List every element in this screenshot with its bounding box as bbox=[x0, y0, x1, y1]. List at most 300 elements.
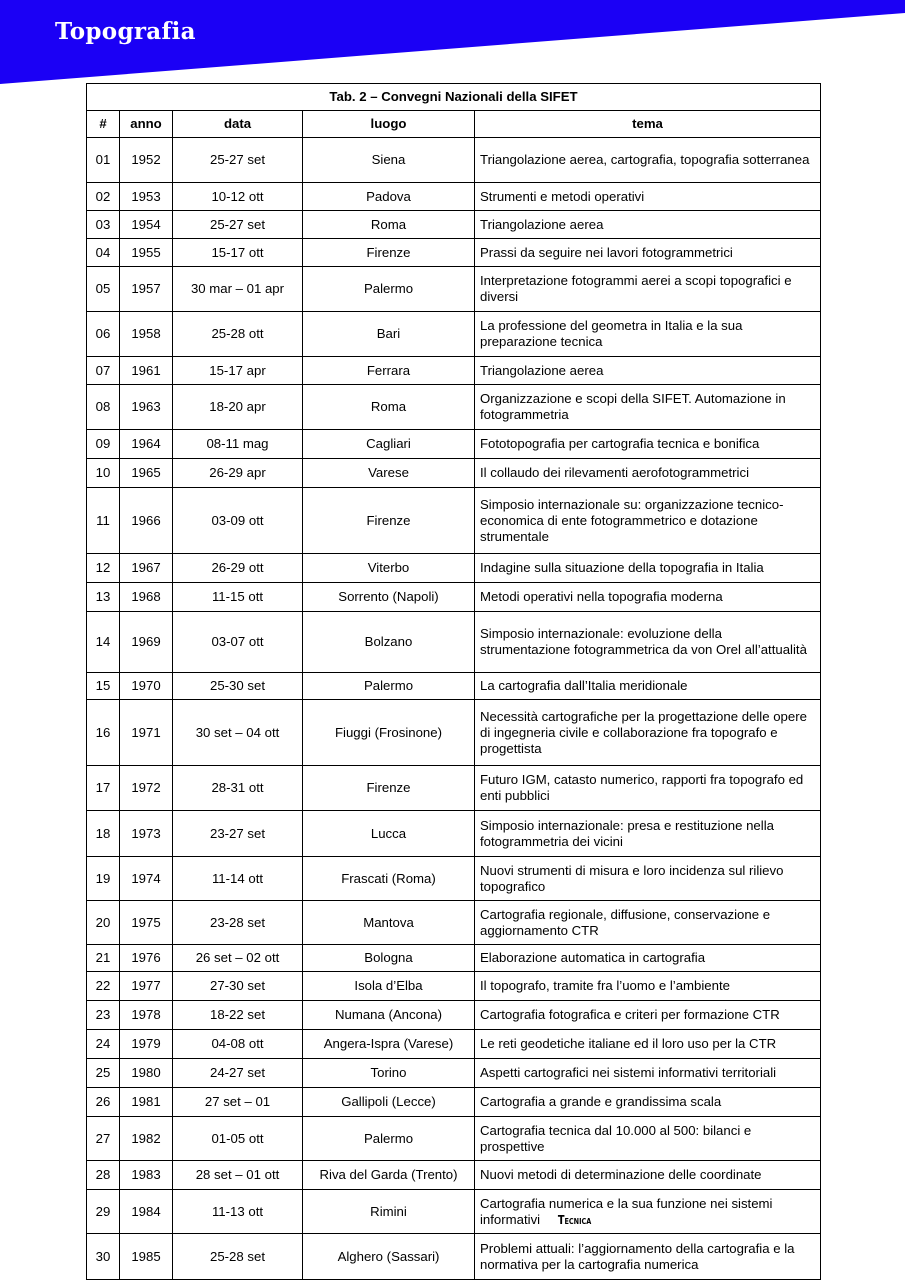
cell-data-text: 24-27 set bbox=[210, 1065, 265, 1080]
cell-luogo-text: Firenze bbox=[366, 512, 411, 528]
cell-luogo-text: Padova bbox=[366, 188, 411, 204]
cell-luogo bbox=[303, 673, 475, 700]
cell-data-text: 18-20 apr bbox=[209, 399, 266, 414]
cell-luogo bbox=[303, 901, 475, 945]
cell-tema bbox=[475, 612, 821, 673]
table-row bbox=[87, 766, 821, 811]
cell-number bbox=[87, 312, 120, 357]
cell-luogo bbox=[303, 183, 475, 211]
cell-data-text: 15-17 apr bbox=[209, 362, 266, 378]
cell-anno bbox=[120, 700, 173, 766]
cell-number bbox=[87, 673, 120, 700]
table-row bbox=[87, 901, 821, 945]
cell-anno bbox=[120, 1161, 173, 1190]
cell-luogo bbox=[303, 357, 475, 385]
cell-number bbox=[87, 583, 120, 612]
cell-anno bbox=[120, 1030, 173, 1059]
cell-anno-text: 1970 bbox=[131, 678, 161, 693]
col-header-anno: anno bbox=[120, 111, 173, 138]
cell-data-text: 25-27 set bbox=[210, 152, 265, 167]
conventions-table bbox=[86, 83, 821, 1280]
cell-data bbox=[173, 1161, 303, 1190]
brand-title: Topografia bbox=[55, 18, 196, 45]
cell-anno-text: 1978 bbox=[131, 1007, 161, 1022]
cell-anno-text: 1953 bbox=[131, 188, 161, 204]
cell-data-text: 25-28 set bbox=[210, 1248, 265, 1264]
cell-data bbox=[173, 267, 303, 312]
cell-data bbox=[173, 1001, 303, 1030]
cell-tema-text: Simposio internazionale: presa e restituzione nella fotogrammetria dei vicini bbox=[480, 817, 774, 849]
cell-anno bbox=[120, 766, 173, 811]
col-header-luogo: luogo bbox=[303, 111, 475, 138]
cell-data bbox=[173, 945, 303, 972]
cell-number-text: 20 bbox=[95, 914, 111, 930]
cell-tema bbox=[475, 1234, 821, 1280]
cell-anno bbox=[120, 1001, 173, 1030]
cell-tema-text: Strumenti e metodi operativi bbox=[480, 188, 645, 204]
cell-anno bbox=[120, 385, 173, 430]
cell-luogo bbox=[303, 267, 475, 312]
cell-number bbox=[87, 945, 120, 972]
cell-data bbox=[173, 972, 303, 1001]
cell-tema bbox=[475, 459, 821, 488]
cell-luogo-text: Bolzano bbox=[364, 634, 413, 649]
cell-number bbox=[87, 183, 120, 211]
cell-tema bbox=[475, 945, 821, 972]
table-row bbox=[87, 1001, 821, 1030]
cell-luogo bbox=[303, 972, 475, 1001]
cell-tema-text: Problemi attuali: l’aggiornamento della cartografia e la normativa per la cartografia numerica bbox=[480, 1240, 795, 1272]
cell-anno bbox=[120, 673, 173, 700]
cell-number bbox=[87, 430, 120, 459]
cell-data-text: 28 set – 01 ott bbox=[195, 1167, 280, 1182]
cell-data-text: 15-17 ott bbox=[211, 244, 264, 260]
cell-luogo-text: Lucca bbox=[370, 825, 407, 841]
cell-data-text: 27-30 set bbox=[210, 978, 265, 993]
cell-luogo-text: Firenze bbox=[366, 244, 411, 260]
cell-tema-text: Il topografo, tramite fra l’uomo e l’ambiente bbox=[480, 978, 730, 993]
col-header-tema: tema bbox=[475, 111, 821, 138]
cell-anno-text: 1958 bbox=[131, 326, 161, 341]
cell-anno-text: 1968 bbox=[131, 589, 161, 604]
cell-luogo bbox=[303, 554, 475, 583]
cell-anno-text: 1954 bbox=[131, 216, 161, 232]
cell-data-text: 01-05 ott bbox=[211, 1130, 264, 1146]
cell-luogo-text: Ferrara bbox=[366, 362, 411, 378]
cell-tema-text: Organizzazione e scopi della SIFET. Automazione in fotogrammetria bbox=[480, 391, 786, 422]
cell-luogo bbox=[303, 459, 475, 488]
cell-luogo-text: Torino bbox=[370, 1065, 407, 1080]
cell-number-text: 26 bbox=[95, 1094, 111, 1109]
cell-data bbox=[173, 430, 303, 459]
cell-data-text: 23-28 set bbox=[210, 914, 265, 930]
cell-anno bbox=[120, 945, 173, 972]
cell-anno-text: 1974 bbox=[131, 870, 161, 886]
cell-luogo-text: Siena bbox=[371, 152, 406, 167]
cell-luogo-text: Bologna bbox=[364, 950, 413, 965]
cell-data bbox=[173, 554, 303, 583]
cell-luogo-text: Cagliari bbox=[366, 436, 411, 451]
cell-anno-text: 1980 bbox=[131, 1065, 161, 1080]
cell-tema bbox=[475, 312, 821, 357]
table-row bbox=[87, 1088, 821, 1117]
cell-number bbox=[87, 1190, 120, 1234]
table-row bbox=[87, 554, 821, 583]
cell-anno-text: 1961 bbox=[131, 362, 161, 378]
cell-data bbox=[173, 1088, 303, 1117]
cell-anno bbox=[120, 554, 173, 583]
table-row bbox=[87, 857, 821, 901]
cell-tema bbox=[475, 267, 821, 312]
cell-number bbox=[87, 1030, 120, 1059]
cell-tema bbox=[475, 1088, 821, 1117]
table-row bbox=[87, 267, 821, 312]
table-caption: Tab. 2 – Convegni Nazionali della SIFET bbox=[87, 84, 821, 111]
cell-anno bbox=[120, 1190, 173, 1234]
cell-luogo bbox=[303, 1030, 475, 1059]
cell-anno-text: 1973 bbox=[131, 825, 161, 841]
cell-tema-text: Cartografia fotografica e criteri per formazione CTR bbox=[480, 1007, 780, 1022]
cell-tema bbox=[475, 488, 821, 554]
cell-luogo bbox=[303, 430, 475, 459]
cell-number bbox=[87, 901, 120, 945]
cell-luogo bbox=[303, 1190, 475, 1234]
cell-tema bbox=[475, 1030, 821, 1059]
cell-anno-text: 1981 bbox=[131, 1094, 161, 1109]
cell-tema-text: Cartografia tecnica dal 10.000 al 500: bilanci e prospettive bbox=[480, 1122, 752, 1154]
cell-anno-text: 1979 bbox=[131, 1036, 161, 1051]
cell-luogo-text: Riva del Garda (Trento) bbox=[319, 1167, 458, 1182]
cell-number-text: 14 bbox=[95, 634, 111, 649]
cell-tema-text: Triangolazione aerea bbox=[480, 362, 604, 378]
cell-data-text: 03-09 ott bbox=[211, 512, 264, 528]
cell-data bbox=[173, 1234, 303, 1280]
cell-anno bbox=[120, 583, 173, 612]
cell-anno-text: 1952 bbox=[131, 152, 161, 167]
cell-data bbox=[173, 312, 303, 357]
cell-tema bbox=[475, 766, 821, 811]
cell-anno-text: 1964 bbox=[131, 436, 161, 451]
cell-tema bbox=[475, 357, 821, 385]
cell-luogo-text: Sorrento (Napoli) bbox=[338, 589, 439, 604]
cell-number-text: 23 bbox=[95, 1007, 111, 1022]
cell-anno bbox=[120, 1234, 173, 1280]
cell-luogo bbox=[303, 612, 475, 673]
col-header-data: data bbox=[173, 111, 303, 138]
cell-tema-text: Aspetti cartografici nei sistemi informativi territoriali bbox=[480, 1065, 777, 1080]
cell-number-text: 27 bbox=[95, 1130, 111, 1146]
cell-luogo-text: Rimini bbox=[370, 1203, 407, 1219]
cell-number-text: 09 bbox=[95, 436, 111, 451]
cell-anno-text: 1972 bbox=[131, 780, 161, 795]
table-row bbox=[87, 1234, 821, 1280]
cell-tema bbox=[475, 972, 821, 1001]
cell-luogo bbox=[303, 488, 475, 554]
cell-tema-text: Triangolazione aerea, cartografia, topografia sotterranea bbox=[480, 152, 810, 167]
cell-luogo-text: Firenze bbox=[366, 780, 411, 795]
cell-tema-text: Metodi operativi nella topografia moderna bbox=[480, 589, 723, 604]
cell-tema bbox=[475, 211, 821, 239]
cell-data bbox=[173, 385, 303, 430]
cell-number bbox=[87, 239, 120, 267]
cell-number-text: 16 bbox=[95, 724, 111, 740]
cell-tema-text: Fototopografia per cartografia tecnica e bonifica bbox=[480, 436, 760, 451]
cell-data bbox=[173, 211, 303, 239]
cell-anno-text: 1957 bbox=[131, 281, 161, 296]
table-row bbox=[87, 700, 821, 766]
cell-luogo-text: Palermo bbox=[363, 1130, 414, 1146]
cell-data bbox=[173, 1117, 303, 1161]
cell-tema bbox=[475, 1059, 821, 1088]
table-row bbox=[87, 459, 821, 488]
cell-anno-text: 1969 bbox=[131, 634, 161, 649]
cell-number-text: 08 bbox=[95, 399, 111, 414]
cell-data bbox=[173, 612, 303, 673]
cell-luogo bbox=[303, 1117, 475, 1161]
cell-number-text: 19 bbox=[95, 870, 111, 886]
cell-data-text: 10-12 ott bbox=[211, 188, 264, 204]
cell-number bbox=[87, 357, 120, 385]
cell-number-text: 24 bbox=[95, 1036, 111, 1051]
cell-luogo-text: Palermo bbox=[363, 281, 414, 296]
cell-anno-text: 1982 bbox=[131, 1130, 161, 1146]
cell-tema bbox=[475, 239, 821, 267]
cell-number-text: 18 bbox=[95, 825, 111, 841]
table-row bbox=[87, 385, 821, 430]
cell-data-text: 30 mar – 01 apr bbox=[190, 281, 285, 296]
cell-data-text: 11-13 ott bbox=[211, 1203, 264, 1219]
cell-number bbox=[87, 766, 120, 811]
cell-anno-text: 1985 bbox=[131, 1248, 161, 1264]
cell-anno bbox=[120, 211, 173, 239]
cell-number bbox=[87, 488, 120, 554]
cell-data bbox=[173, 811, 303, 857]
cell-data bbox=[173, 857, 303, 901]
cell-tema-text: Elaborazione automatica in cartografia bbox=[480, 950, 706, 965]
table-row bbox=[87, 357, 821, 385]
cell-number-text: 22 bbox=[95, 978, 111, 993]
cell-luogo bbox=[303, 1234, 475, 1280]
cell-anno-text: 1966 bbox=[131, 512, 161, 528]
cell-anno-text: 1976 bbox=[131, 950, 161, 965]
cell-number bbox=[87, 1088, 120, 1117]
cell-luogo-text: Roma bbox=[370, 216, 407, 232]
cell-number-text: 28 bbox=[95, 1167, 111, 1182]
cell-luogo bbox=[303, 1001, 475, 1030]
cell-tema bbox=[475, 673, 821, 700]
cell-anno bbox=[120, 138, 173, 183]
cell-tema-text: Simposio internazionale: evoluzione della strumentazione fotogrammetrica da von Orel all’attualità bbox=[480, 626, 807, 657]
cell-tema-text: Futuro IGM, catasto numerico, rapporti fra topografo ed enti pubblici bbox=[480, 772, 804, 803]
cell-luogo bbox=[303, 1059, 475, 1088]
table-row bbox=[87, 1117, 821, 1161]
cell-number-text: 02 bbox=[95, 188, 111, 204]
cell-luogo-text: Varese bbox=[368, 465, 409, 480]
cell-number bbox=[87, 211, 120, 239]
cell-data-text: 11-14 ott bbox=[211, 870, 264, 886]
cell-data bbox=[173, 239, 303, 267]
cell-tema bbox=[475, 554, 821, 583]
cell-luogo bbox=[303, 700, 475, 766]
cell-data-text: 26 set – 02 ott bbox=[195, 950, 280, 965]
cell-tema bbox=[475, 430, 821, 459]
cell-tema bbox=[475, 583, 821, 612]
cell-anno-text: 1984 bbox=[131, 1203, 161, 1219]
cell-data bbox=[173, 766, 303, 811]
cell-anno-text: 1965 bbox=[131, 465, 161, 480]
cell-data-text: 11-15 ott bbox=[211, 589, 264, 604]
cell-tema-text: Il collaudo dei rilevamenti aerofotogrammetrici bbox=[480, 465, 749, 480]
table-row bbox=[87, 239, 821, 267]
cell-data-text: 26-29 ott bbox=[211, 560, 264, 575]
cell-number-text: 06 bbox=[95, 326, 111, 341]
cell-tema bbox=[475, 700, 821, 766]
cell-number-text: 03 bbox=[95, 216, 111, 232]
cell-luogo-text: Mantova bbox=[363, 914, 414, 930]
cell-tema bbox=[475, 183, 821, 211]
cell-number-text: 29 bbox=[95, 1203, 111, 1219]
cell-anno-text: 1975 bbox=[131, 914, 161, 930]
cell-tema-text: Indagine sulla situazione della topografia in Italia bbox=[480, 560, 764, 575]
cell-tema bbox=[475, 901, 821, 945]
cell-luogo bbox=[303, 857, 475, 901]
cell-number bbox=[87, 811, 120, 857]
cell-number bbox=[87, 857, 120, 901]
table-row bbox=[87, 312, 821, 357]
cell-tema bbox=[475, 857, 821, 901]
table-row bbox=[87, 1190, 821, 1234]
cell-number bbox=[87, 459, 120, 488]
cell-luogo bbox=[303, 583, 475, 612]
cell-tema-text: Necessità cartografiche per la progettazione delle opere di ingegneria civile e collaborazione fra topografo e progettista bbox=[480, 708, 807, 756]
cell-data bbox=[173, 901, 303, 945]
cell-number bbox=[87, 385, 120, 430]
cell-number-text: 12 bbox=[95, 560, 111, 575]
cell-anno bbox=[120, 1088, 173, 1117]
cell-anno-text: 1977 bbox=[131, 978, 161, 993]
cell-tema-text: La professione del geometra in Italia e la sua preparazione tecnica bbox=[480, 318, 743, 349]
cell-number-text: 04 bbox=[95, 244, 111, 260]
cell-anno bbox=[120, 1117, 173, 1161]
cell-luogo bbox=[303, 766, 475, 811]
cell-tema bbox=[475, 811, 821, 857]
cell-data bbox=[173, 583, 303, 612]
cell-data-text: 18-22 set bbox=[210, 1007, 265, 1022]
cell-data bbox=[173, 1190, 303, 1234]
cell-anno-text: 1967 bbox=[131, 560, 161, 575]
cell-luogo-text: Frascati (Roma) bbox=[341, 870, 436, 886]
table-row bbox=[87, 138, 821, 183]
table-row bbox=[87, 1161, 821, 1190]
cell-number bbox=[87, 612, 120, 673]
cell-data bbox=[173, 1059, 303, 1088]
cell-number-text: 10 bbox=[95, 465, 111, 480]
table-body bbox=[87, 138, 821, 1280]
cell-luogo-text: Viterbo bbox=[367, 560, 410, 575]
cell-anno bbox=[120, 183, 173, 211]
cell-luogo-text: Angera-Ispra (Varese) bbox=[323, 1036, 454, 1051]
cell-tema bbox=[475, 1161, 821, 1190]
cell-number bbox=[87, 267, 120, 312]
col-header-number: # bbox=[87, 111, 120, 138]
cell-luogo-text: Alghero (Sassari) bbox=[337, 1248, 440, 1264]
cell-data-text: 25-28 ott bbox=[211, 326, 264, 341]
cell-data bbox=[173, 138, 303, 183]
cell-anno bbox=[120, 459, 173, 488]
cell-number bbox=[87, 138, 120, 183]
cell-tema-text: Le reti geodetiche italiane ed il loro uso per la CTR bbox=[480, 1036, 777, 1051]
cell-luogo-text: Bari bbox=[376, 326, 401, 341]
cell-anno bbox=[120, 612, 173, 673]
cell-luogo bbox=[303, 239, 475, 267]
cell-number bbox=[87, 700, 120, 766]
cell-luogo bbox=[303, 945, 475, 972]
cell-number bbox=[87, 1059, 120, 1088]
cell-tema bbox=[475, 138, 821, 183]
cell-data bbox=[173, 700, 303, 766]
table-row bbox=[87, 1059, 821, 1088]
cell-number bbox=[87, 972, 120, 1001]
cell-data-text: 28-31 ott bbox=[211, 780, 264, 795]
cell-number bbox=[87, 1161, 120, 1190]
cell-tema-text: La cartografia dall’Italia meridionale bbox=[480, 678, 688, 693]
cell-tema-text: Cartografia numerica e la sua funzione nei sistemi informativi bbox=[480, 1195, 773, 1227]
cell-data bbox=[173, 488, 303, 554]
cell-data-text: 03-07 ott bbox=[211, 634, 264, 649]
cell-anno bbox=[120, 901, 173, 945]
cell-number bbox=[87, 1001, 120, 1030]
cell-tema bbox=[475, 1117, 821, 1161]
cell-luogo bbox=[303, 1088, 475, 1117]
cell-anno bbox=[120, 972, 173, 1001]
cell-anno bbox=[120, 267, 173, 312]
cell-luogo bbox=[303, 138, 475, 183]
cell-tema bbox=[475, 1001, 821, 1030]
cell-data-text: 04-08 ott bbox=[211, 1036, 264, 1051]
table-row bbox=[87, 612, 821, 673]
cell-luogo bbox=[303, 385, 475, 430]
cell-luogo bbox=[303, 312, 475, 357]
table-row bbox=[87, 488, 821, 554]
cell-luogo-text: Fiuggi (Frosinone) bbox=[334, 724, 442, 740]
cell-anno bbox=[120, 357, 173, 385]
cell-number-text: 25 bbox=[95, 1065, 111, 1080]
cell-number-text: 15 bbox=[95, 678, 111, 693]
cell-anno bbox=[120, 811, 173, 857]
cell-data-text: 26-29 apr bbox=[209, 465, 266, 480]
table-row bbox=[87, 1030, 821, 1059]
cell-luogo bbox=[303, 811, 475, 857]
cell-number-text: 21 bbox=[95, 950, 111, 965]
cell-tema-text: Cartografia regionale, diffusione, conservazione e aggiornamento CTR bbox=[480, 906, 771, 938]
header-banner bbox=[0, 0, 905, 90]
table-row bbox=[87, 673, 821, 700]
cell-anno-text: 1955 bbox=[131, 244, 161, 260]
cell-tema-text: Cartografia a grande e grandissima scala bbox=[480, 1094, 722, 1109]
table-row bbox=[87, 945, 821, 972]
cell-data-text: 25-30 set bbox=[210, 678, 265, 693]
cell-tema bbox=[475, 385, 821, 430]
cell-data bbox=[173, 459, 303, 488]
cell-anno bbox=[120, 1059, 173, 1088]
cell-luogo-text: Palermo bbox=[363, 678, 414, 693]
cell-anno bbox=[120, 312, 173, 357]
table-row bbox=[87, 430, 821, 459]
cell-number bbox=[87, 554, 120, 583]
cell-luogo-text: Numana (Ancona) bbox=[334, 1007, 443, 1022]
cell-number-text: 17 bbox=[95, 780, 111, 795]
cell-tema-text: Prassi da seguire nei lavori fotogrammetrici bbox=[480, 244, 733, 260]
